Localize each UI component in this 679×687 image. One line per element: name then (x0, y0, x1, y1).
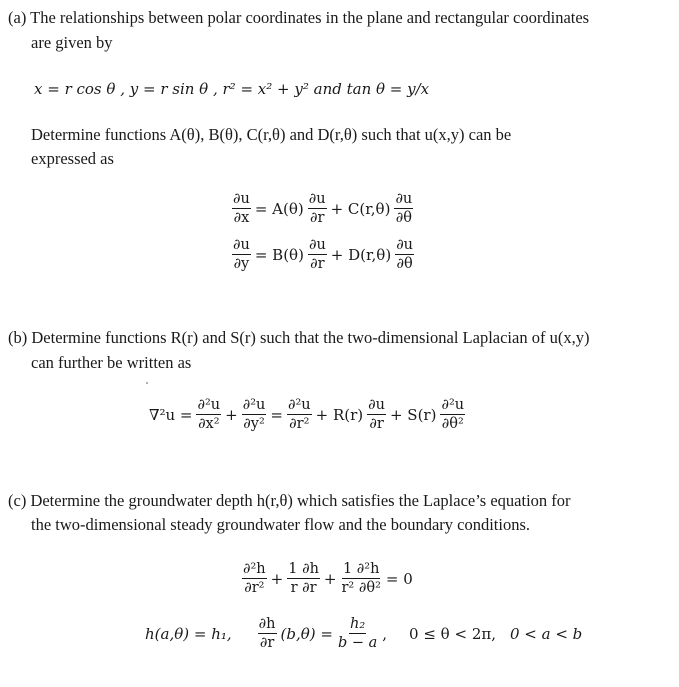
speck (146, 382, 148, 384)
part-c-line2: the two-dimensional steady groundwater flow and the boundary conditions. (31, 515, 531, 534)
laplacian-equation: ∇²u = $\frac{\text{∂²u}}{\text{∂x²}}$ + $\frac{\text{∂²u}}{\text{∂y²}}$ = $\frac{\text{∂²u}}{\text{∂r²}}$ + R(r) $\frac{\partial u}{\partial r}$ + S(r) $\frac{\text{∂²u}}{\text{∂θ²}}$ (149, 397, 465, 432)
fraction: $\frac{\partial u}{\partial x}$ (233, 191, 250, 226)
boundary-conditions: h(a,θ) = h₁, $\frac{\partial h}{\partial r}$ (b,θ) = $\frac{\text{h₂}}{b - a}$ , 0 ≤ θ < 2π, 0 < a < b (145, 616, 583, 651)
part-a-determine-line1: Determine functions A(θ), B(θ), C(r,θ) and D(r,θ) such that u(x,y) can be (31, 125, 512, 144)
part-a-intro-line1: (a) The relationships between polar coordinates in the plane and rectangular coordinates (8, 8, 590, 27)
part-a-intro-line2: are given by (31, 33, 113, 52)
laplace-pde: $\frac{\text{∂²h}}{\text{∂r²}}$ + $\frac{1 \partial h}{r \partial r}$ + $\frac{\text{1 ∂²h}}{\text{r² ∂θ²}}$ = 0 (243, 561, 413, 596)
equation-du-dx: $\frac{\partial u}{\partial x}$ = A(θ) $\frac{\partial u}{\partial r}$ + C(r,θ) $\frac{\partial u}{\partial\theta}$ (233, 191, 413, 226)
part-b-line2: can further be written as (31, 353, 192, 372)
part-c-line1: (c) Determine the groundwater depth h(r,θ) which satisfies the Laplace’s equation for (8, 491, 571, 510)
equation-du-dy: $\frac{\partial u}{\partial y}$ = B(θ) $\frac{\partial u}{\partial r}$ + D(r,θ) $\frac{\partial u}{\partial\theta}$ (233, 237, 414, 272)
polar-relations: x = r cos θ , y = r sin θ , r² = x² + y² and tan θ = y/x (34, 80, 430, 98)
part-b-line1: (b) Determine functions R(r) and S(r) such that the two-dimensional Laplacian of u(x,y) (8, 328, 590, 347)
part-a-determine-line2: expressed as (31, 149, 114, 168)
